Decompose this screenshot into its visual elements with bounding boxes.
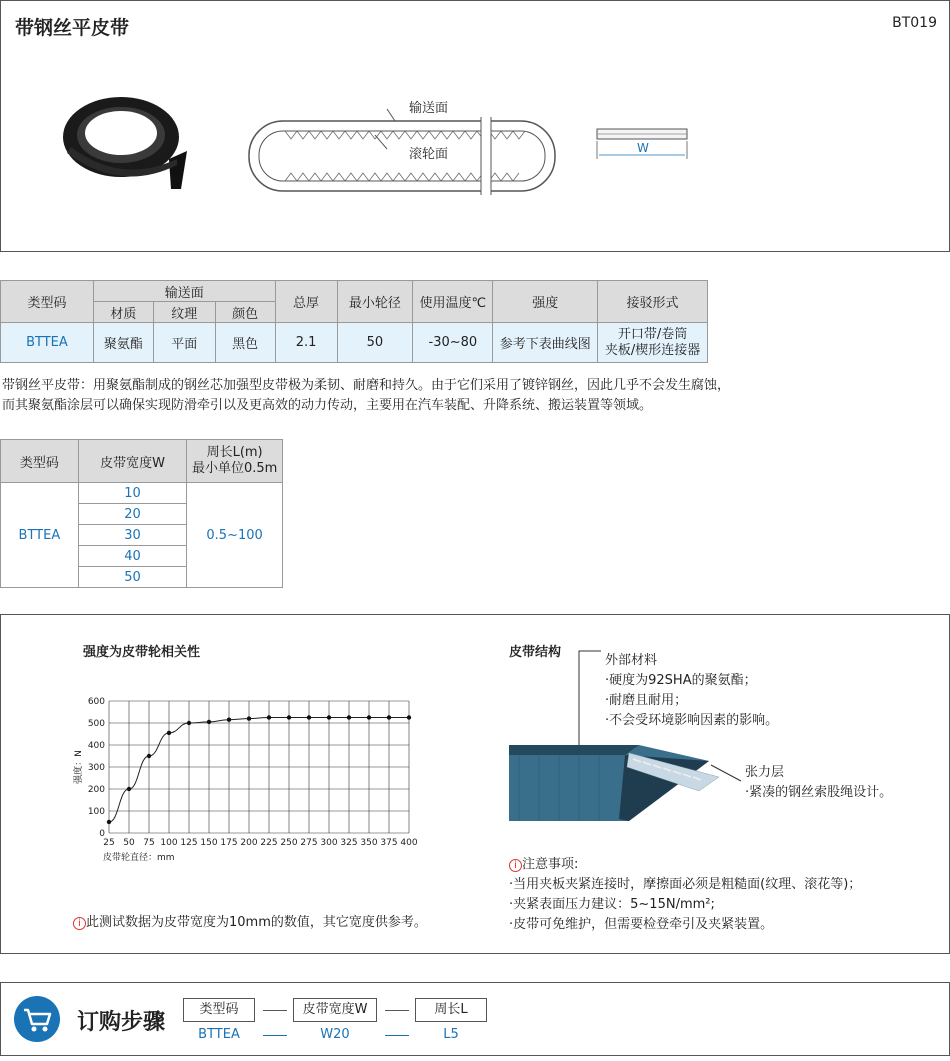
x-tick-label: 50: [123, 838, 135, 848]
order-width-box: 皮带宽度W: [293, 998, 377, 1022]
product-code: BT019: [892, 15, 937, 31]
x-tick-label: 350: [360, 838, 378, 848]
cell-strength: 参考下表曲线图: [493, 323, 598, 363]
joint-line-2: 夹板/楔形连接器: [604, 342, 701, 358]
spec-table: [0, 280, 708, 363]
x-tick-label: 250: [280, 838, 298, 848]
x-tick-label: 300: [320, 838, 338, 848]
x-tick-label: 125: [180, 838, 198, 848]
data-point: [127, 787, 131, 791]
x-tick-label: 150: [200, 838, 218, 848]
width-cell: 20: [78, 504, 186, 525]
info-icon: i: [73, 917, 86, 930]
x-tick-label: 400: [400, 838, 418, 848]
x-tick-label: 25: [103, 838, 115, 848]
data-point: [267, 715, 271, 719]
outer-material-1: ·硬度为92SHA的聚氨酯；: [605, 673, 757, 688]
cell-thickness: 2.1: [275, 323, 337, 363]
description-line-1: 带钢丝平皮带：用聚氨酯制成的钢丝芯加强型皮带极为柔韧、耐磨和持久。由于它们采用了镀锌钢丝，因此几乎不会发生腐蚀，: [2, 378, 731, 393]
outer-material-2: ·耐磨且耐用；: [605, 693, 688, 708]
data-point: [367, 715, 371, 719]
length-header-1: 周长L(m): [206, 445, 263, 460]
order-value-connector: [385, 1035, 409, 1036]
size-table: [0, 439, 283, 588]
size-type-cell: BTTEA: [1, 483, 79, 588]
order-width-value: W20: [320, 1027, 350, 1042]
order-length-value: L5: [443, 1027, 459, 1042]
x-tick-label: 325: [340, 838, 358, 848]
th-material: 材质: [93, 302, 153, 323]
x-tick-label: 100: [160, 838, 178, 848]
chart-structure-panel: [0, 614, 950, 954]
cell-temp: -30~80: [413, 323, 493, 363]
data-point: [167, 731, 171, 735]
data-point: [247, 716, 251, 720]
description-line-2: 而其聚氨酯涂层可以确保实现防滑牵引以及更高效的动力传动，主要用在汽车装配、升降系统、搬运装置等领域。: [2, 398, 653, 413]
notes-title: [509, 853, 578, 872]
belt-roll-image: [59, 89, 199, 194]
joint-line-1: 开口带/卷筒: [617, 326, 688, 342]
x-tick-label: 175: [220, 838, 238, 848]
cell-joint: [598, 323, 708, 363]
th-size-length: [187, 440, 283, 483]
chart-note-text: 此测试数据为皮带宽度为10mm的数值，其它宽度供参考。: [86, 915, 427, 930]
conveying-face-label: 输送面: [409, 101, 449, 116]
x-tick-label: 225: [260, 838, 278, 848]
x-tick-label: 375: [380, 838, 398, 848]
order-steps-panel: [0, 982, 950, 1056]
order-type-value: BTTEA: [198, 1027, 240, 1042]
order-title: 订购步骤: [77, 1010, 166, 1035]
width-cell: 30: [78, 525, 186, 546]
th-thickness: 总厚: [275, 281, 337, 323]
th-temp: 使用温度℃: [413, 281, 493, 323]
th-texture: 纹理: [153, 302, 215, 323]
cart-icon: [13, 995, 61, 1043]
x-tick-label: 75: [143, 838, 155, 848]
th-type: 类型码: [1, 281, 94, 323]
info-icon: i: [509, 859, 522, 872]
product-header-panel: [0, 0, 950, 252]
th-min-pulley: 最小轮径: [337, 281, 413, 323]
y-tick-label: 200: [87, 785, 105, 795]
data-point: [147, 754, 151, 758]
cell-color: 黑色: [215, 323, 275, 363]
width-cell: 10: [78, 483, 186, 504]
series-line: [109, 718, 409, 823]
tension-layer-1: ·紧凑的钢丝索股绳设计。: [745, 785, 893, 800]
y-tick-label: 600: [87, 697, 105, 707]
order-value-connector: [263, 1035, 287, 1036]
x-tick-label: 200: [240, 838, 258, 848]
belt-loop-diagram: [245, 99, 565, 195]
belt-structure-image: [509, 641, 749, 825]
data-point: [207, 720, 211, 724]
data-point: [327, 715, 331, 719]
cell-min-pulley: 50: [337, 323, 413, 363]
width-cell: 50: [78, 567, 186, 588]
order-length-box: 周长L: [415, 998, 487, 1022]
data-point: [347, 715, 351, 719]
order-connector: [263, 1010, 287, 1011]
order-type-box: 类型码: [183, 998, 255, 1022]
table-row: [1, 323, 708, 363]
note-1: ·当用夹板夹紧连接时，摩擦面必须是粗糙面(纹理、滚花等)；: [509, 877, 862, 892]
cell-material: 聚氨酯: [93, 323, 153, 363]
th-color: 颜色: [215, 302, 275, 323]
note-2: ·夹紧表面压力建议：5~15N/mm²;: [509, 897, 715, 912]
pulley-face-label: 滚轮面: [409, 147, 449, 162]
cell-type: BTTEA: [1, 323, 94, 363]
y-tick-label: 300: [87, 763, 105, 773]
cell-texture: 平面: [153, 323, 215, 363]
th-strength: 强度: [493, 281, 598, 323]
th-surface: 输送面: [93, 281, 275, 302]
data-point: [227, 718, 231, 722]
data-point: [307, 715, 311, 719]
data-point: [387, 715, 391, 719]
th-joint: 接驳形式: [598, 281, 708, 323]
outer-material-title: 外部材料: [605, 653, 658, 668]
data-point: [287, 715, 291, 719]
strength-chart: [71, 693, 431, 873]
x-tick-label: 275: [300, 838, 318, 848]
y-tick-label: 500: [87, 719, 105, 729]
th-size-type: 类型码: [1, 440, 79, 483]
length-header-2: 最小单位0.5m: [191, 461, 278, 476]
data-point: [407, 715, 411, 719]
y-axis-label: 强度：N: [74, 750, 84, 784]
chart-title: 强度为皮带轮相关性: [83, 645, 201, 660]
th-size-width: 皮带宽度W: [78, 440, 186, 483]
data-point: [187, 721, 191, 725]
y-tick-label: 400: [87, 741, 105, 751]
structure-title: 皮带结构: [509, 645, 562, 660]
y-tick-label: 100: [87, 807, 105, 817]
outer-material-3: ·不会受环境影响因素的影响。: [605, 713, 779, 728]
width-cell: 40: [78, 546, 186, 567]
tension-layer-title: 张力层: [745, 765, 785, 780]
page-title: 带钢丝平皮带: [15, 17, 130, 39]
order-connector: [385, 1010, 409, 1011]
data-point: [107, 820, 111, 824]
y-tick-label: 0: [99, 829, 105, 839]
notes-title-text: 注意事项:: [522, 857, 579, 872]
x-axis-label: 皮带轮直径：mm: [103, 853, 175, 863]
chart-note: [73, 911, 427, 930]
note-3: ·皮带可免维护，但需要检登牵引及夹紧装置。: [509, 917, 774, 932]
width-label: W: [637, 141, 649, 155]
description: [2, 376, 950, 416]
length-range-cell: 0.5~100: [187, 483, 283, 588]
